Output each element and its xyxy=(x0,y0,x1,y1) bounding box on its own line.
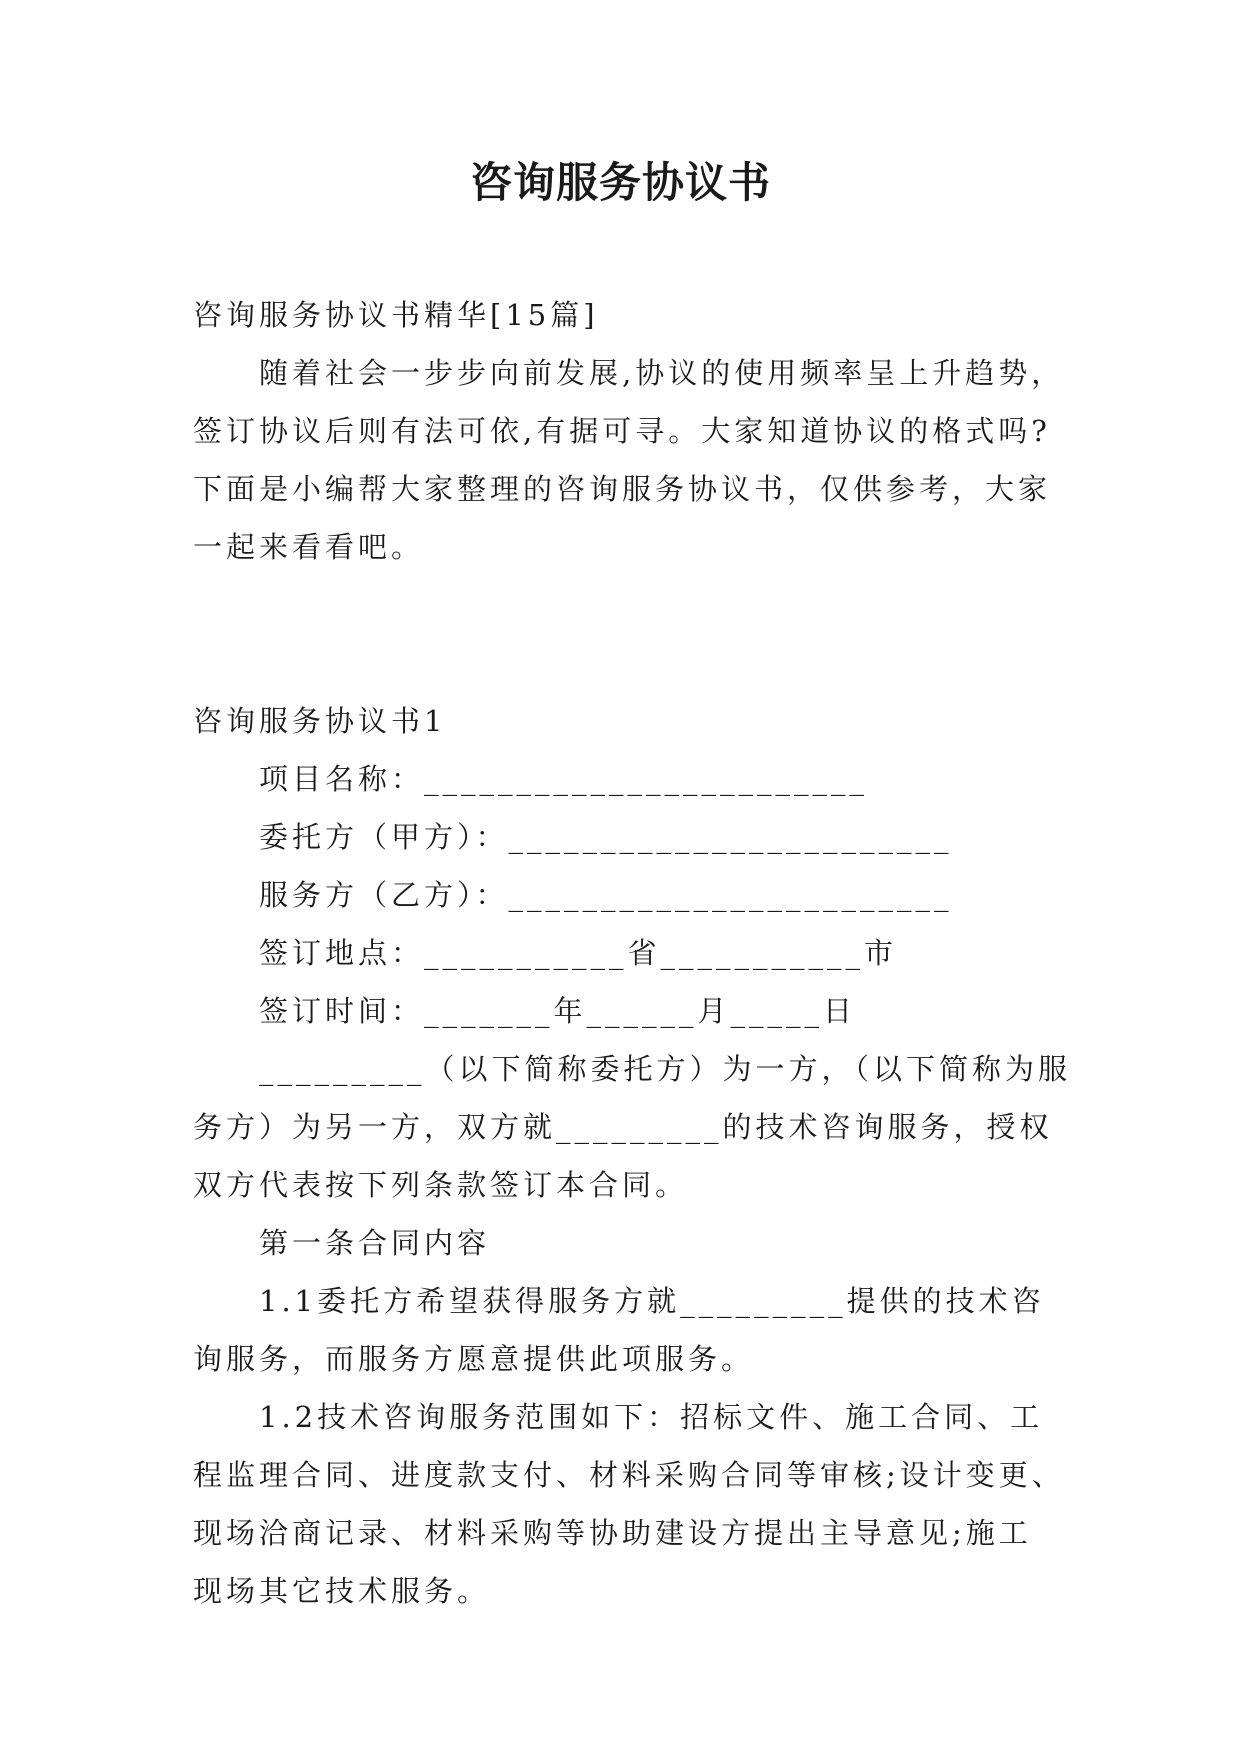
paragraph-line: 程监理合同、进度款支付、材料采购合同等审核;设计变更、 xyxy=(193,1458,1065,1492)
paragraph-line: 1.1委托方希望获得服务方就_________提供的技术咨 xyxy=(259,1284,1045,1318)
intro-paragraph xyxy=(193,344,1063,576)
paragraph-line: _________（以下简称委托方）为一方，（以下简称为服 xyxy=(259,1052,1072,1086)
clause-1-2 xyxy=(193,1388,1063,1620)
paragraph-line: 随着社会一步步向前发展,协议的使用频率呈上升趋势， xyxy=(259,356,1065,390)
section-heading: 咨询服务协议书1 xyxy=(193,704,447,738)
paragraph-line: 现场其它技术服务。 xyxy=(193,1574,491,1608)
field-client: 委托方（甲方）：________________________ xyxy=(259,820,953,854)
document-body xyxy=(193,286,1072,1620)
field-signing-place: 签订地点：___________省___________市 xyxy=(259,936,898,970)
field-service-provider: 服务方（乙方）：________________________ xyxy=(259,878,953,912)
document-title: 咨询服务协议书 xyxy=(469,158,771,207)
clause-1-1 xyxy=(193,1272,1063,1388)
paragraph-line: 双方代表按下列条款签订本合同。 xyxy=(193,1168,689,1202)
paragraph-line: 询服务，而服务方愿意提供此项服务。 xyxy=(193,1342,755,1376)
field-project-name: 项目名称：________________________ xyxy=(259,762,869,796)
document-subtitle: 咨询服务协议书精华[15篇] xyxy=(193,298,599,332)
paragraph-line: 签订协议后则有法可依,有据可寻。大家知道协议的格式吗? xyxy=(193,414,1051,448)
preamble-paragraph xyxy=(193,1040,1072,1214)
paragraph-line: 下面是小编帮大家整理的咨询服务协议书，仅供参考，大家 xyxy=(193,472,1052,506)
section-spacer xyxy=(193,576,1063,692)
paragraph-line: 一起来看看吧。 xyxy=(193,530,425,564)
contract-fields xyxy=(193,750,1063,1040)
paragraph-line: 务方）为另一方，双方就_________的技术咨询服务，授权 xyxy=(193,1110,1053,1144)
paragraph-line: 1.2技术咨询服务范围如下：招标文件、施工合同、工 xyxy=(259,1400,1044,1434)
field-signing-date: 签订时间：_______年______月_____日 xyxy=(259,994,857,1028)
article-1-heading: 第一条合同内容 xyxy=(259,1226,491,1260)
paragraph-line: 现场洽商记录、材料采购等协助建设方提出主导意见;施工 xyxy=(193,1516,1032,1550)
